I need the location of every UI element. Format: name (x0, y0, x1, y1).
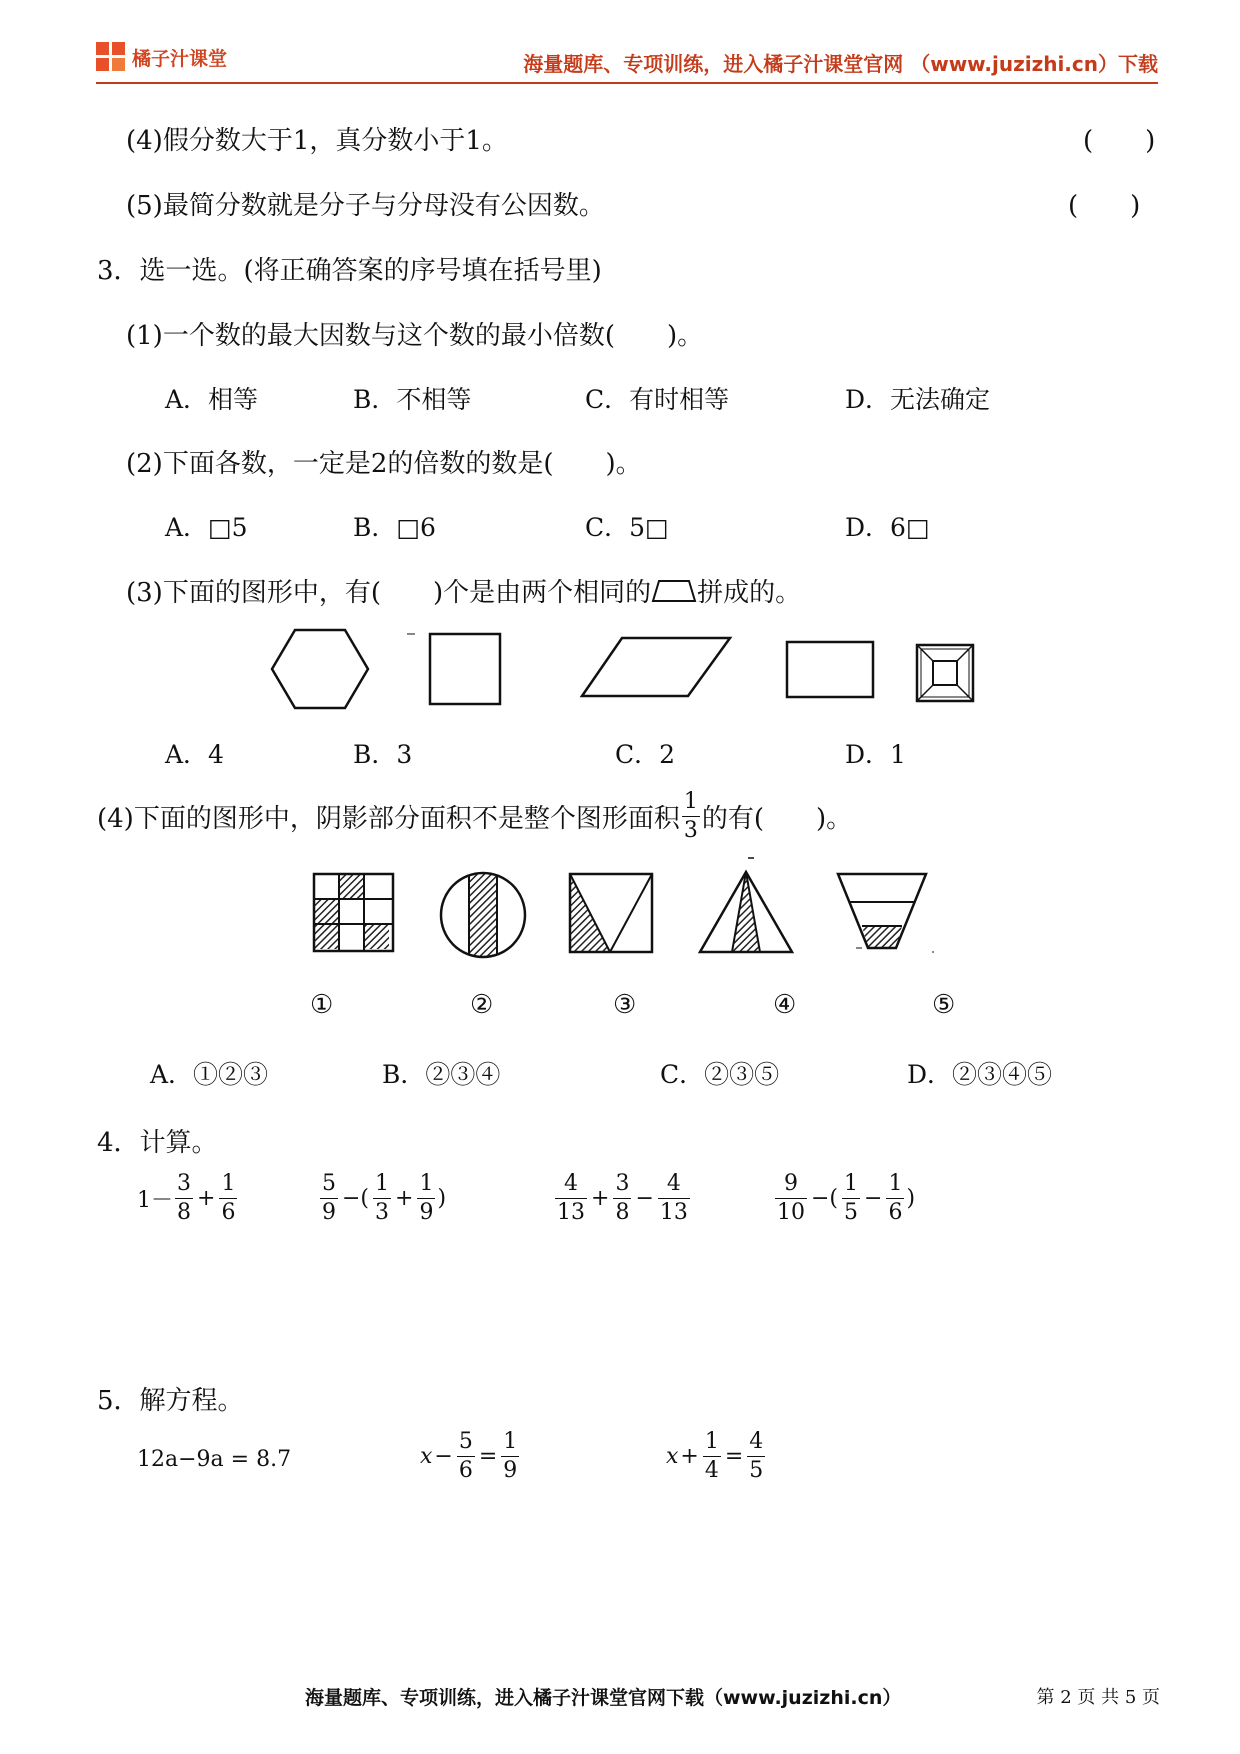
choice-q2: (2)下面各数，一定是2的倍数的数是( )。 (126, 449, 642, 479)
section3-title: 3．选一选。(将正确答案的序号填在括号里) (97, 256, 602, 286)
calc4-fraction-2 (842, 1172, 860, 1225)
judge-q5: (5)最简分数就是分子与分母没有公因数。 (126, 191, 605, 221)
denominator: 6 (888, 1200, 903, 1226)
eq2-operator: − (434, 1444, 453, 1470)
calc3-fraction-1 (555, 1172, 587, 1225)
section4-title: 4．计算。 (97, 1128, 218, 1158)
denominator: 9 (503, 1458, 518, 1484)
choice-q1-option-d[interactable]: D．无法确定 (845, 385, 991, 414)
choice-q3-option-b[interactable]: B．3 (353, 740, 413, 769)
numerator: 9 (784, 1171, 798, 1196)
figure-label-4: ④ (773, 990, 797, 1020)
calc4-operator-1: −( (811, 1186, 839, 1212)
header-banner-link[interactable]: 海量题库、专项训练，进入橘子汁课堂官网 （www.juzizhi.cn）下载 (523, 52, 1158, 76)
numerator: 3 (615, 1171, 630, 1196)
choice-q1-option-a[interactable]: A．相等 (165, 385, 259, 414)
choice-q4-option-b[interactable]: B．②③④ (382, 1060, 501, 1089)
numerator: 4 (564, 1171, 578, 1196)
choice-q4 (97, 790, 852, 843)
denominator: 9 (419, 1200, 434, 1226)
calc3-fraction-3 (658, 1172, 690, 1225)
numerator: 5 (322, 1171, 336, 1196)
choice-q4-text-after: 的有( )。 (701, 804, 853, 835)
denominator: 6 (221, 1200, 236, 1226)
choice-q1: (1)一个数的最大因数与这个数的最小倍数( )。 (126, 321, 704, 351)
choice-q2-option-c[interactable]: C．5□ (585, 513, 669, 542)
denominator: 8 (177, 1200, 191, 1226)
figure-label-5: ⑤ (932, 990, 956, 1020)
eq3-variable: x (666, 1444, 679, 1470)
calc4-operator-2: − (864, 1186, 883, 1212)
calc1-fraction-1 (175, 1172, 193, 1225)
choice-q3-option-c[interactable]: C．2 (615, 740, 676, 769)
denominator: 3 (375, 1200, 390, 1226)
numerator: 1 (375, 1171, 390, 1196)
judge-q4: (4)假分数大于1，真分数小于1。 (126, 126, 508, 156)
choice-q4-option-d[interactable]: D．②③④⑤ (907, 1060, 1053, 1089)
calc2-operator-2: + (395, 1186, 414, 1212)
denominator: 13 (557, 1200, 585, 1226)
denominator: 4 (704, 1458, 719, 1484)
equation-1 (137, 1447, 291, 1472)
grid-figure-1 (312, 872, 396, 956)
square-shape (405, 632, 503, 708)
numerator: 1 (503, 1429, 518, 1454)
equation-2 (420, 1430, 521, 1483)
trapezoid-icon (651, 579, 697, 603)
hexagon-shape (270, 628, 370, 710)
figure-label-2: ② (470, 990, 494, 1020)
calc3-fraction-2 (613, 1172, 631, 1225)
denominator: 8 (615, 1200, 630, 1226)
orange-logo-icon (96, 42, 126, 72)
figure-label-3: ③ (613, 990, 637, 1020)
eq3-operator: + (680, 1444, 699, 1470)
calc1-operator: + (197, 1186, 216, 1212)
calc2-fraction-2 (373, 1172, 391, 1225)
eq3-fraction-2 (747, 1430, 765, 1483)
judge-q4-answer-blank[interactable]: ( ) (1083, 126, 1156, 156)
calc4-close-paren: ) (906, 1186, 916, 1212)
numerator: 5 (458, 1429, 473, 1454)
denominator: 5 (844, 1200, 859, 1226)
calc3-operator-2: − (635, 1186, 654, 1212)
numerator: 3 (177, 1171, 191, 1196)
denominator: 9 (322, 1200, 336, 1226)
choice-q4-option-c[interactable]: C．②③⑤ (660, 1060, 780, 1089)
judge-q5-answer-blank[interactable]: ( ) (1068, 191, 1141, 221)
eq2-equals: = (478, 1444, 498, 1470)
eq2-fraction-1 (457, 1430, 475, 1483)
eq3-equals: = (724, 1444, 744, 1470)
circle-figure-2 (438, 870, 528, 960)
choice-q3-option-d[interactable]: D．1 (845, 740, 906, 769)
figure-label-1: ① (310, 990, 334, 1020)
logo (96, 42, 227, 72)
choice-q4-text-before: (4)下面的图形中，阴影部分面积不是整个图形面积 (97, 804, 680, 835)
eq3-fraction-1 (703, 1430, 721, 1483)
calc-expression-1 (137, 1172, 239, 1225)
numerator: 4 (666, 1171, 681, 1196)
fraction-denominator: 3 (683, 818, 698, 844)
calc-expression-2 (318, 1172, 446, 1225)
choice-q1-option-b[interactable]: B．不相等 (353, 385, 472, 414)
one-third-fraction (682, 790, 700, 843)
denominator: 5 (749, 1458, 764, 1484)
choice-q2-option-a[interactable]: A．□5 (165, 513, 248, 542)
denominator: 13 (659, 1200, 688, 1226)
trapezoid-figure-5 (836, 872, 936, 958)
logo-text: 橘子汁课堂 (132, 47, 228, 70)
rectangle-shape (785, 640, 875, 700)
fraction-numerator: 1 (683, 789, 698, 814)
page-number: 第 2 页 共 5 页 (1036, 1687, 1160, 1708)
numerator: 1 (844, 1171, 859, 1196)
parallelogram-shape (580, 636, 732, 700)
calc4-fraction-3 (886, 1172, 904, 1225)
triangle-figure-4 (698, 858, 794, 958)
choice-q3-text-after: 拼成的。 (697, 578, 802, 608)
choice-q3-text-before: (3)下面的图形中，有( )个是由两个相同的 (126, 578, 652, 608)
calc1-term: 1－ (137, 1188, 173, 1214)
footer-banner-link[interactable]: 海量题库、专项训练，进入橘子汁课堂官网下载（www.juzizhi.cn） (305, 1687, 902, 1709)
choice-q2-option-d[interactable]: D．6□ (845, 513, 930, 542)
calc-expression-4 (773, 1172, 915, 1225)
denominator: 6 (458, 1458, 473, 1484)
choice-q3-option-a[interactable]: A．4 (165, 740, 224, 769)
choice-q2-option-b[interactable]: B．□6 (353, 513, 436, 542)
choice-q3 (126, 572, 801, 609)
numerator: 1 (704, 1429, 719, 1454)
header-divider (96, 82, 1158, 84)
calc4-fraction-1 (775, 1172, 807, 1225)
calc1-fraction-2 (219, 1172, 237, 1225)
section5-title: 5．解方程。 (97, 1386, 244, 1416)
numerator: 1 (419, 1171, 434, 1196)
calc-expression-3 (553, 1172, 692, 1225)
denominator: 10 (777, 1200, 805, 1226)
calc3-operator-1: + (591, 1186, 610, 1212)
calc2-close-paren: ) (437, 1186, 447, 1212)
calc2-operator-1: −( (342, 1186, 370, 1212)
calc2-fraction-1 (320, 1172, 338, 1225)
eq2-variable: x (420, 1444, 433, 1470)
equation-3 (666, 1430, 767, 1483)
frame-square-shape (915, 643, 981, 705)
calc2-fraction-3 (417, 1172, 435, 1225)
equation-1-text: 12a−9a = 8.7 (137, 1447, 292, 1472)
choice-q4-option-a[interactable]: A．①②③ (150, 1060, 269, 1089)
eq2-fraction-2 (501, 1430, 519, 1483)
numerator: 1 (888, 1171, 903, 1196)
numerator: 4 (749, 1429, 764, 1454)
square-triangle-figure-3 (568, 872, 654, 956)
numerator: 1 (221, 1171, 236, 1196)
choice-q1-option-c[interactable]: C．有时相等 (585, 385, 730, 414)
